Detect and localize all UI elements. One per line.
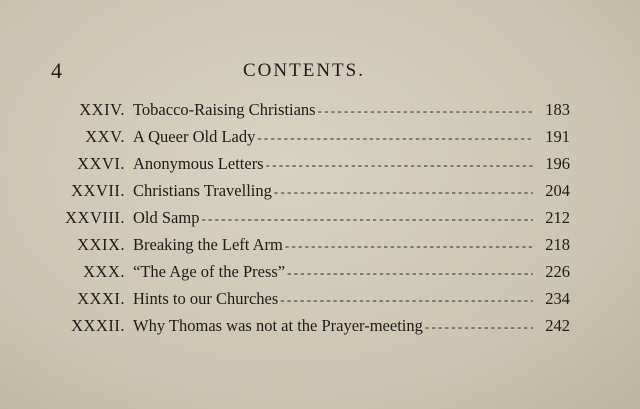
toc-entry <box>0 234 640 256</box>
chapter-numeral: XXVI. <box>77 154 125 173</box>
toc-entry <box>0 126 640 148</box>
dot-leader <box>257 127 533 149</box>
dot-leader <box>318 100 533 122</box>
chapter-numeral: XXVII. <box>71 181 125 200</box>
chapter-title: Anonymous Letters <box>133 154 264 173</box>
chapter-title: Tobacco-Raising Christians <box>133 100 316 119</box>
dot-leader <box>274 181 533 203</box>
chapter-numeral: XXVIII. <box>65 208 125 227</box>
chapter-title: A Queer Old Lady <box>133 127 256 146</box>
toc-entry <box>0 288 640 310</box>
dot-leader <box>266 154 533 176</box>
page-title: CONTENTS. <box>243 60 365 81</box>
chapter-numeral: XXIX. <box>77 235 125 254</box>
chapter-numeral: XXXII. <box>71 316 125 335</box>
toc-entry <box>0 99 640 121</box>
chapter-numeral: XXX. <box>83 262 125 281</box>
chapter-numeral: XXXI. <box>77 289 125 308</box>
chapter-numeral: XXV. <box>85 127 125 146</box>
toc-entry <box>0 261 640 283</box>
chapter-page: 191 <box>545 127 570 146</box>
chapter-numeral: XXIV. <box>79 100 125 119</box>
toc-entry <box>0 315 640 337</box>
dot-leader <box>287 262 533 284</box>
dot-leader <box>425 316 533 338</box>
chapter-page: 204 <box>545 181 570 200</box>
chapter-title: Christians Travelling <box>133 181 272 200</box>
toc-entry <box>0 153 640 175</box>
chapter-page: 226 <box>545 262 570 281</box>
page-number: 4 <box>51 58 62 83</box>
chapter-page: 234 <box>545 289 570 308</box>
dot-leader <box>285 235 533 257</box>
chapter-page: 196 <box>545 154 570 173</box>
chapter-page: 242 <box>545 316 570 335</box>
chapter-page: 218 <box>545 235 570 254</box>
chapter-title: Breaking the Left Arm <box>133 235 283 254</box>
chapter-title: “The Age of the Press” <box>133 262 286 281</box>
dot-leader <box>201 208 533 230</box>
toc-entry <box>0 207 640 229</box>
dot-leader <box>280 289 533 311</box>
chapter-title: Why Thomas was not at the Prayer-meeting <box>133 316 423 335</box>
chapter-page: 183 <box>545 100 570 119</box>
chapter-title: Old Samp <box>133 208 200 227</box>
chapter-page: 212 <box>545 208 570 227</box>
chapter-title: Hints to our Churches <box>133 289 279 308</box>
toc-entry <box>0 180 640 202</box>
